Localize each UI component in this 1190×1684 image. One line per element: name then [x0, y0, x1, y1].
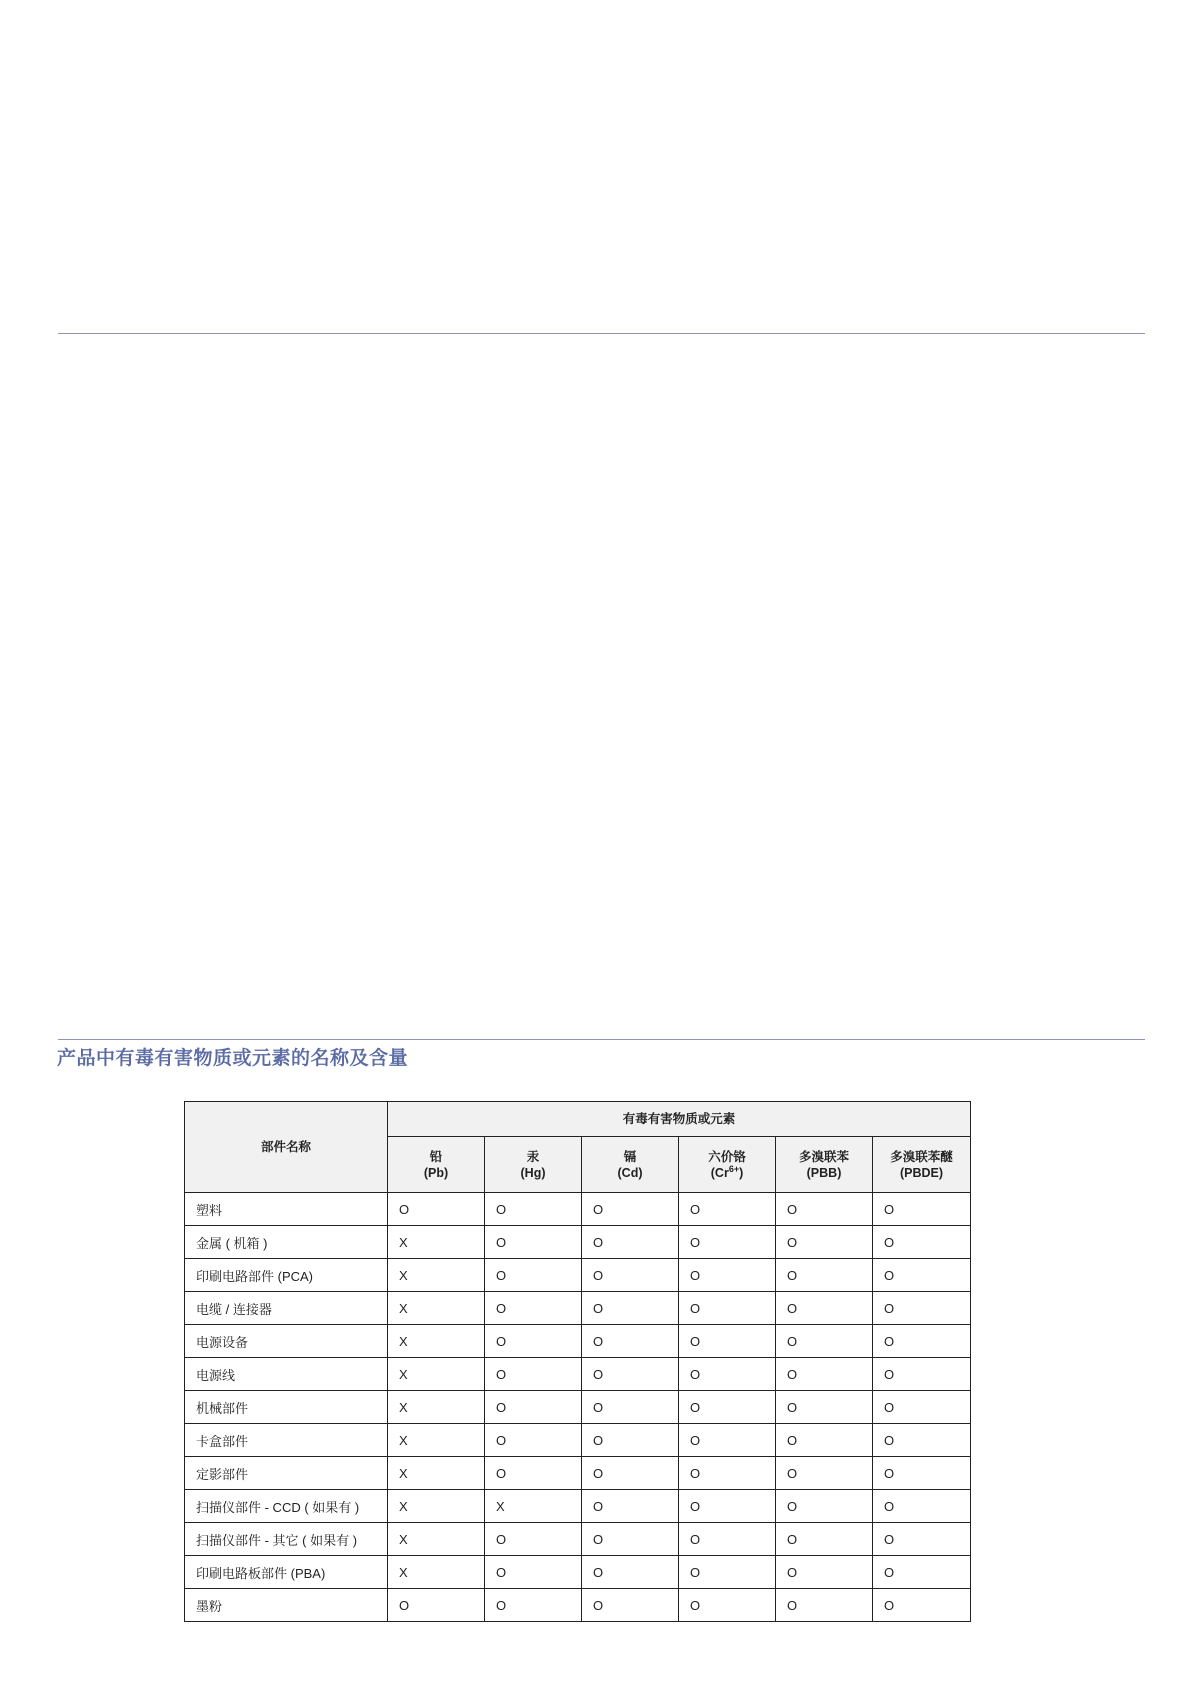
substance-value-cell: O [485, 1589, 582, 1622]
substance-header-pbb: 多溴联苯 (PBB) [776, 1137, 873, 1193]
substance-value-cell: X [388, 1391, 485, 1424]
section-title: 产品中有毒有害物质或元素的名称及含量 [57, 1047, 409, 1069]
substance-value-cell: O [679, 1424, 776, 1457]
substance-value-cell: O [485, 1457, 582, 1490]
substance-value-cell: O [582, 1391, 679, 1424]
substance-value-cell: O [485, 1193, 582, 1226]
substance-value-cell: O [485, 1358, 582, 1391]
substance-value-cell: O [582, 1226, 679, 1259]
substance-value-cell: O [776, 1457, 873, 1490]
part-name-cell: 墨粉 [185, 1589, 388, 1622]
substance-value-cell: O [873, 1457, 971, 1490]
substance-value-cell: O [485, 1391, 582, 1424]
substance-value-cell: O [873, 1424, 971, 1457]
substance-value-cell: X [388, 1292, 485, 1325]
substance-value-cell: O [679, 1325, 776, 1358]
substance-value-cell: X [388, 1490, 485, 1523]
part-name-header: 部件名称 [185, 1102, 388, 1193]
substance-value-cell: O [582, 1325, 679, 1358]
part-name-cell: 电缆 / 连接器 [185, 1292, 388, 1325]
substance-value-cell: O [776, 1589, 873, 1622]
part-name-cell: 塑料 [185, 1193, 388, 1226]
substance-value-cell: X [388, 1226, 485, 1259]
substance-value-cell: O [873, 1259, 971, 1292]
part-name-cell: 电源线 [185, 1358, 388, 1391]
part-name-cell: 金属 ( 机箱 ) [185, 1226, 388, 1259]
part-name-cell: 印刷电路部件 (PCA) [185, 1259, 388, 1292]
substance-value-cell: X [388, 1556, 485, 1589]
substance-value-cell: O [776, 1292, 873, 1325]
substances-group-header: 有毒有害物质或元素 [388, 1102, 971, 1137]
substance-value-cell: O [582, 1424, 679, 1457]
table-row [185, 1292, 971, 1325]
substance-value-cell: O [776, 1424, 873, 1457]
substance-value-cell: O [776, 1391, 873, 1424]
substance-value-cell: O [485, 1556, 582, 1589]
substance-value-cell: O [679, 1490, 776, 1523]
substance-value-cell: O [485, 1325, 582, 1358]
section-divider [58, 1039, 1145, 1040]
substance-header-pbde: 多溴联苯醚 (PBDE) [873, 1137, 971, 1193]
substance-value-cell: O [873, 1325, 971, 1358]
substance-value-cell: O [776, 1556, 873, 1589]
substance-value-cell: O [679, 1457, 776, 1490]
substance-value-cell: O [776, 1490, 873, 1523]
part-name-cell: 定影部件 [185, 1457, 388, 1490]
substance-value-cell: O [679, 1193, 776, 1226]
substance-value-cell: O [873, 1556, 971, 1589]
table-row [185, 1391, 971, 1424]
substance-value-cell: O [582, 1556, 679, 1589]
substance-value-cell: O [776, 1226, 873, 1259]
table-row [185, 1457, 971, 1490]
substance-value-cell: O [485, 1226, 582, 1259]
substance-value-cell: O [582, 1292, 679, 1325]
part-name-cell: 扫描仪部件 - 其它 ( 如果有 ) [185, 1523, 388, 1556]
substance-value-cell: X [388, 1424, 485, 1457]
substance-value-cell: X [388, 1325, 485, 1358]
substance-value-cell: O [679, 1259, 776, 1292]
substance-value-cell: O [679, 1589, 776, 1622]
substance-value-cell: O [485, 1424, 582, 1457]
substance-value-cell: O [873, 1490, 971, 1523]
substance-value-cell: O [873, 1523, 971, 1556]
substance-value-cell: O [485, 1292, 582, 1325]
substance-value-cell: O [679, 1556, 776, 1589]
substance-header-mercury: 汞 (Hg) [485, 1137, 582, 1193]
substance-value-cell: O [679, 1226, 776, 1259]
substance-value-cell: O [873, 1391, 971, 1424]
substance-value-cell: O [873, 1226, 971, 1259]
hazardous-substances-table [184, 1101, 971, 1622]
part-name-cell: 扫描仪部件 - CCD ( 如果有 ) [185, 1490, 388, 1523]
part-name-cell: 卡盒部件 [185, 1424, 388, 1457]
substance-value-cell: O [485, 1259, 582, 1292]
table-row [185, 1589, 971, 1622]
substance-value-cell: O [582, 1589, 679, 1622]
substance-value-cell: O [776, 1523, 873, 1556]
substance-value-cell: O [873, 1193, 971, 1226]
table-row [185, 1424, 971, 1457]
substance-value-cell: O [776, 1259, 873, 1292]
table-row [185, 1358, 971, 1391]
substance-value-cell: O [873, 1292, 971, 1325]
table-row [185, 1523, 971, 1556]
substance-value-cell: O [873, 1358, 971, 1391]
table-row [185, 1226, 971, 1259]
substance-value-cell: O [582, 1259, 679, 1292]
table-row [185, 1556, 971, 1589]
substance-value-cell: O [679, 1292, 776, 1325]
substance-value-cell: O [582, 1457, 679, 1490]
substance-value-cell: O [679, 1358, 776, 1391]
part-name-cell: 机械部件 [185, 1391, 388, 1424]
substance-value-cell: O [388, 1589, 485, 1622]
substance-value-cell: O [679, 1391, 776, 1424]
substance-value-cell: O [582, 1193, 679, 1226]
substance-value-cell: O [388, 1193, 485, 1226]
substance-value-cell: O [776, 1358, 873, 1391]
table-row [185, 1193, 971, 1226]
substance-value-cell: O [776, 1193, 873, 1226]
substance-value-cell: O [873, 1589, 971, 1622]
substance-header-lead: 铅 (Pb) [388, 1137, 485, 1193]
substance-header-chromium: 六价铬 $(Cr^{6+})$ [679, 1137, 776, 1193]
part-name-cell: 电源设备 [185, 1325, 388, 1358]
substance-value-cell: O [582, 1523, 679, 1556]
part-name-cell: 印刷电路板部件 (PBA) [185, 1556, 388, 1589]
top-divider [58, 333, 1145, 334]
table-row [185, 1325, 971, 1358]
table-row [185, 1259, 971, 1292]
substance-value-cell: O [485, 1523, 582, 1556]
substance-value-cell: X [485, 1490, 582, 1523]
substance-value-cell: X [388, 1523, 485, 1556]
table-row [185, 1490, 971, 1523]
substance-value-cell: O [582, 1490, 679, 1523]
substance-value-cell: O [679, 1523, 776, 1556]
substance-value-cell: X [388, 1358, 485, 1391]
table-body [185, 1193, 971, 1622]
substance-value-cell: O [582, 1358, 679, 1391]
substance-value-cell: O [776, 1325, 873, 1358]
substance-header-cadmium: 镉 (Cd) [582, 1137, 679, 1193]
substance-value-cell: X [388, 1259, 485, 1292]
substance-value-cell: X [388, 1457, 485, 1490]
